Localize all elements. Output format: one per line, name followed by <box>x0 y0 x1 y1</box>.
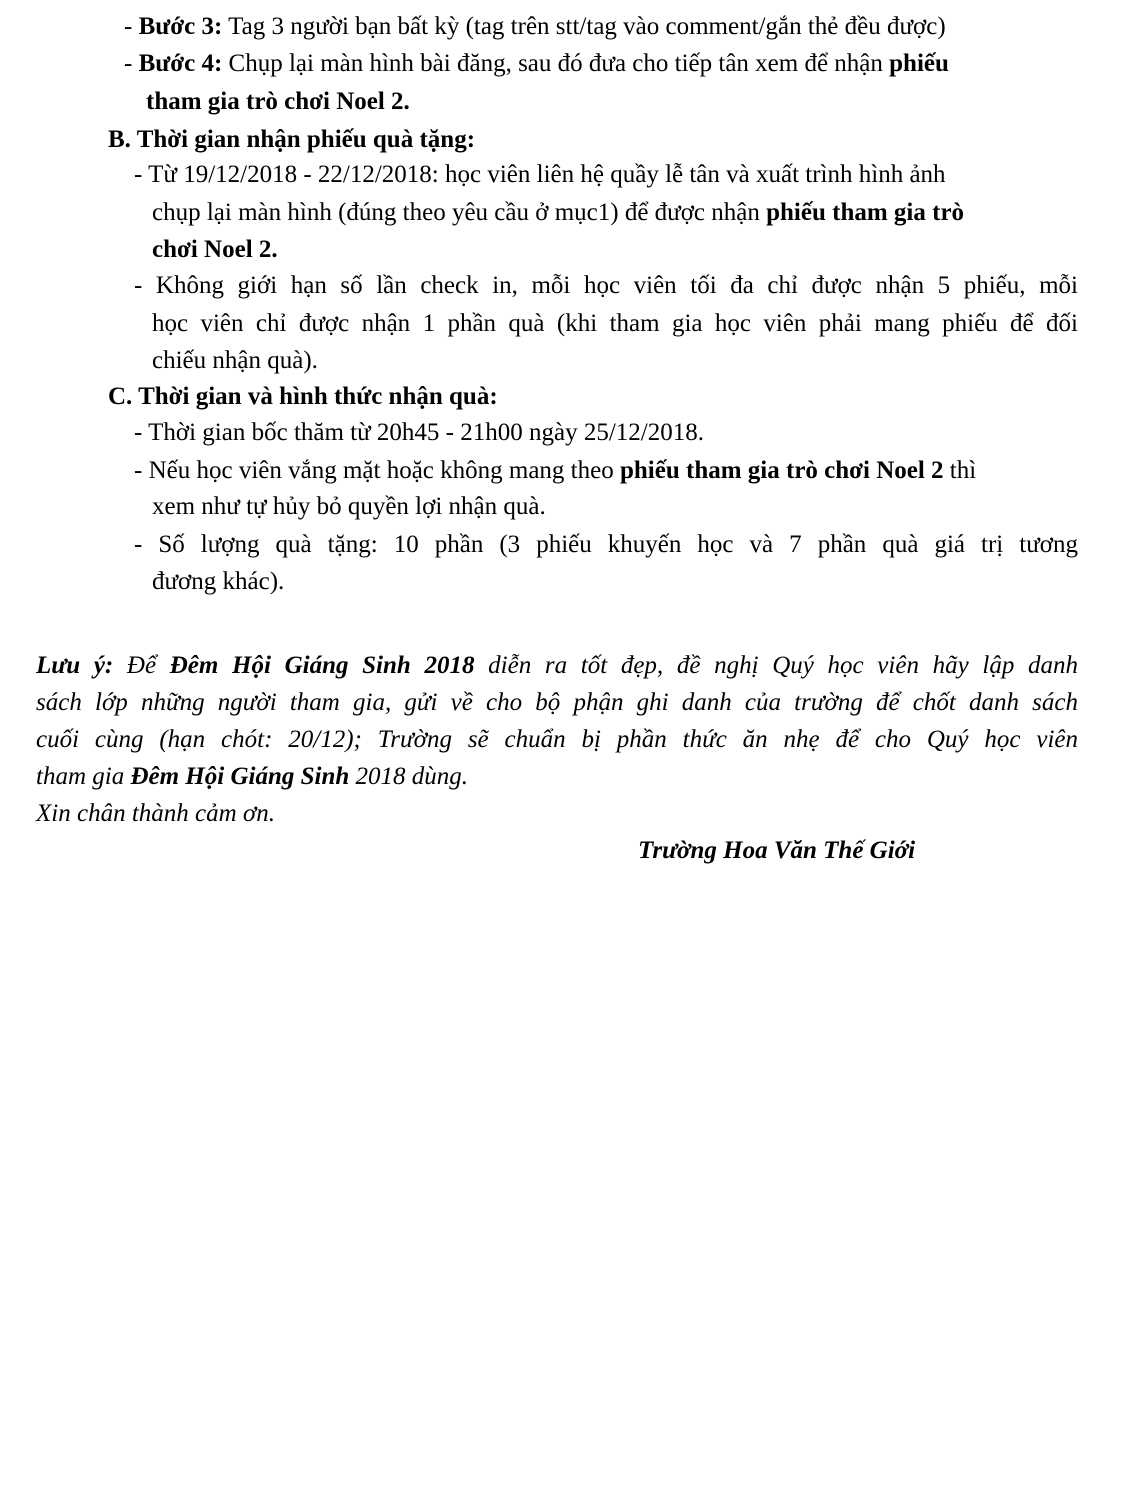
step-4-text: Chụp lại màn hình bài đăng, sau đó đưa cho tiếp tân xem để nhận <box>228 50 883 77</box>
section-b-item-2-line-2: học viên chỉ được nhận 1 phần quà (khi tham gia học viên phải mang phiếu để đối <box>152 310 1078 337</box>
step-3-text: Tag 3 người bạn bất kỳ (tag trên stt/tag vào comment/gắn thẻ đều được) <box>228 13 946 40</box>
signature: Trường Hoa Văn Thế Giới <box>638 837 916 864</box>
step-3-dash: - <box>124 13 133 40</box>
step-3-label: Bước 3: <box>138 13 223 40</box>
section-c-heading: C. Thời gian và hình thức nhận quà: <box>108 383 498 410</box>
section-b-item-2-line-3: chiếu nhận quà). <box>152 347 318 374</box>
section-c-item-1: - Thời gian bốc thăm từ 20h45 - 21h00 ngày 25/12/2018. <box>134 419 704 446</box>
step-4-line-2 <box>146 83 410 120</box>
note-line-1: Lưu ý: Để Đêm Hội Giáng Sinh 2018 diễn ra tốt đẹp, đề nghị Quý học viên hãy lập danh <box>36 652 1078 679</box>
note-label: Lưu ý: <box>36 652 114 679</box>
note-line-2: sách lớp những người tham gia, gửi về cho bộ phận ghi danh của trường để chốt danh sách <box>36 689 1078 716</box>
section-c-item-2-line-1: - Nếu học viên vắng mặt hoặc không mang theo phiếu tham gia trò chơi Noel 2 thì <box>134 457 977 484</box>
note-thanks: Xin chân thành cảm ơn. <box>36 800 276 827</box>
step-4-label: Bước 4: <box>138 50 223 77</box>
section-b-item-1-line-1: - Từ 19/12/2018 - 22/12/2018: học viên liên hệ quầy lễ tân và xuất trình hình ảnh <box>134 161 946 188</box>
section-b-heading: B. Thời gian nhận phiếu quà tặng: <box>108 126 476 153</box>
step-4-bold-tail: phiếu <box>889 50 949 77</box>
section-b-item-2-line-1: - Không giới hạn số lần check in, mỗi học viên tối đa chỉ được nhận 5 phiếu, mỗi <box>134 272 1078 299</box>
section-b-item-1-line-2: chụp lại màn hình (đúng theo yêu cầu ở mục1) để được nhận phiếu tham gia trò <box>152 199 965 226</box>
note-event-name: Đêm Hội Giáng Sinh 2018 <box>169 652 475 679</box>
step-4-bold-line2: tham gia trò chơi Noel 2. <box>146 88 410 115</box>
note-line-4: tham gia Đêm Hội Giáng Sinh 2018 dùng. <box>36 763 469 790</box>
section-c-item-3-line-1: - Số lượng quà tặng: 10 phần (3 phiếu khuyến học và 7 phần quà giá trị tương <box>134 531 1078 558</box>
section-c-item-2-line-2: xem như tự hủy bỏ quyền lợi nhận quà. <box>152 493 546 520</box>
step-4-line <box>124 45 949 82</box>
section-b-item-1-line-3: chơi Noel 2. <box>152 236 278 263</box>
section-c-item-3-line-2: đương khác). <box>152 568 285 595</box>
step-4-dash: - <box>124 50 133 77</box>
note-line-3: cuối cùng (hạn chót: 20/12); Trường sẽ chuẩn bị phần thức ăn nhẹ để cho Quý học viên <box>36 726 1078 753</box>
step-3-line <box>124 8 946 45</box>
